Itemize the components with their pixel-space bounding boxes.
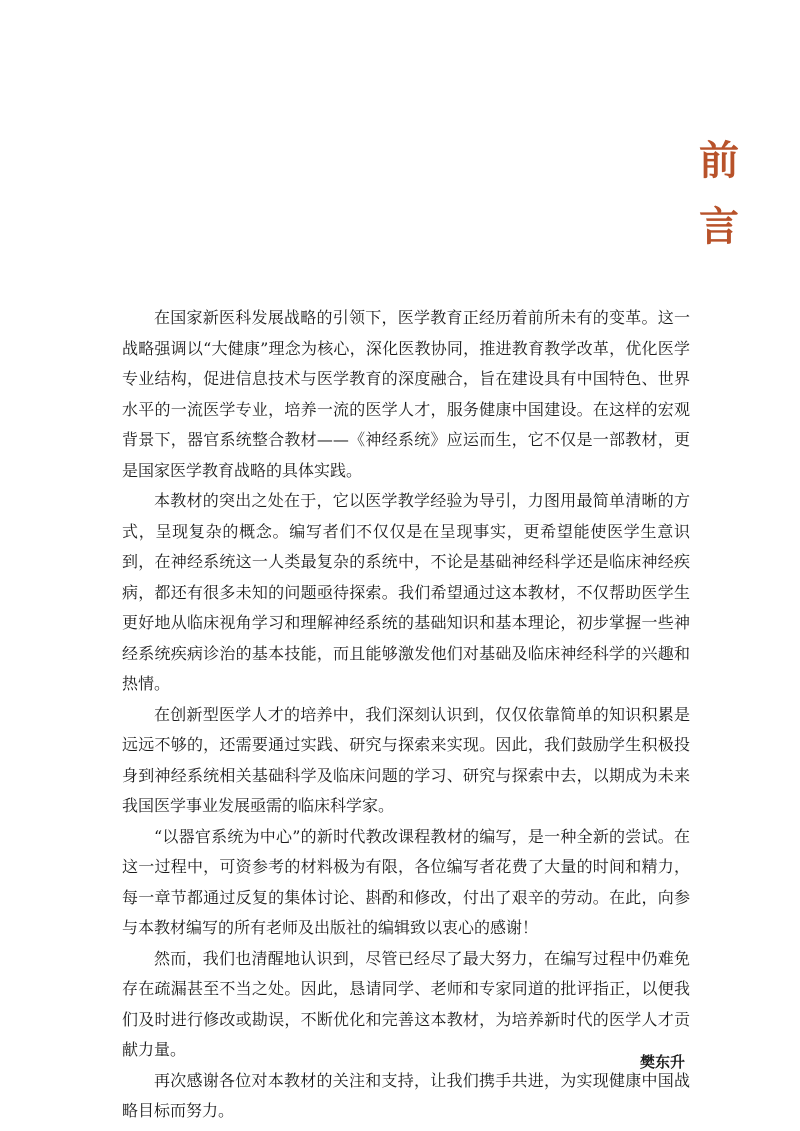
page-title-char: 前 [699, 138, 739, 184]
paragraph: 再次感谢各位对本教材的关注和支持，让我们携手共进，为实现健康中国战略目标而努力。 [122, 1070, 690, 1120]
paragraph: “以器官系统为中心”的新时代教改课程教材的编写，是一种全新的尝试。在这一过程中，可资参考的材料极为有限，各位编写者花费了大量的时间和精力，每一章节都通过反复的集体讨论、斟酌和修改，付出了艰辛的劳动。在此，向参与本教材编写的所有老师及出版社的编辑致以衷心的感谢！ [122, 826, 690, 937]
author-signature: 樊东升 [639, 1053, 685, 1071]
page-title-char: 言 [699, 204, 739, 250]
paragraph: 本教材的突出之处在于，它以医学教学经验为导引，力图用最简单清晰的方式，呈现复杂的概念。编写者们不仅仅是在呈现事实，更希望能使医学生意识到，在神经系统这一人类最复杂的系统中，不论是基础神经科学还是临床神经疾病，都还有很多未知的问题亟待探索。我们希望通过这本教材，不仅帮助医学生更好地从临床视角学习和理解神经系统的基础知识和基本理论，初步掌握一些神经系统疾病诊治的基本技能，而且能够激发他们对基础及临床神经科学的兴趣和热情。 [122, 491, 690, 693]
paragraph: 在创新型医学人才的培养中，我们深刻认识到，仅仅依靠简单的知识积累是远远不够的，还需要通过实践、研究与探索来实现。因此，我们鼓励学生积极投身到神经系统相关基础科学及临床问题的学习、研究与探索中去，以期成为未来我国医学事业发展亟需的临床科学家。 [122, 704, 690, 815]
page-title [695, 138, 743, 250]
preface-body [122, 303, 690, 1127]
paragraph: 在国家新医科发展战略的引领下，医学教育正经历着前所未有的变革。这一战略强调以“大健康”理念为核心，深化医教协同，推进教育教学改革，优化医学专业结构，促进信息技术与医学教育的深度融合，旨在建设具有中国特色、世界水平的一流医学专业，培养一流的医学人才，服务健康中国建设。在这样的宏观背景下，器官系统整合教材——《神经系统》应运而生，它不仅是一部教材，更是国家医学教育战略的具体实践。 [122, 308, 690, 480]
paragraph: 然而，我们也清醒地认识到，尽管已经尽了最大努力，在编写过程中仍难免存在疏漏甚至不当之处。因此，恳请同学、老师和专家同道的批评指正，以便我们及时进行修改或勘误，不断优化和完善这本教材，为培养新时代的医学人才贡献力量。 [122, 948, 690, 1059]
